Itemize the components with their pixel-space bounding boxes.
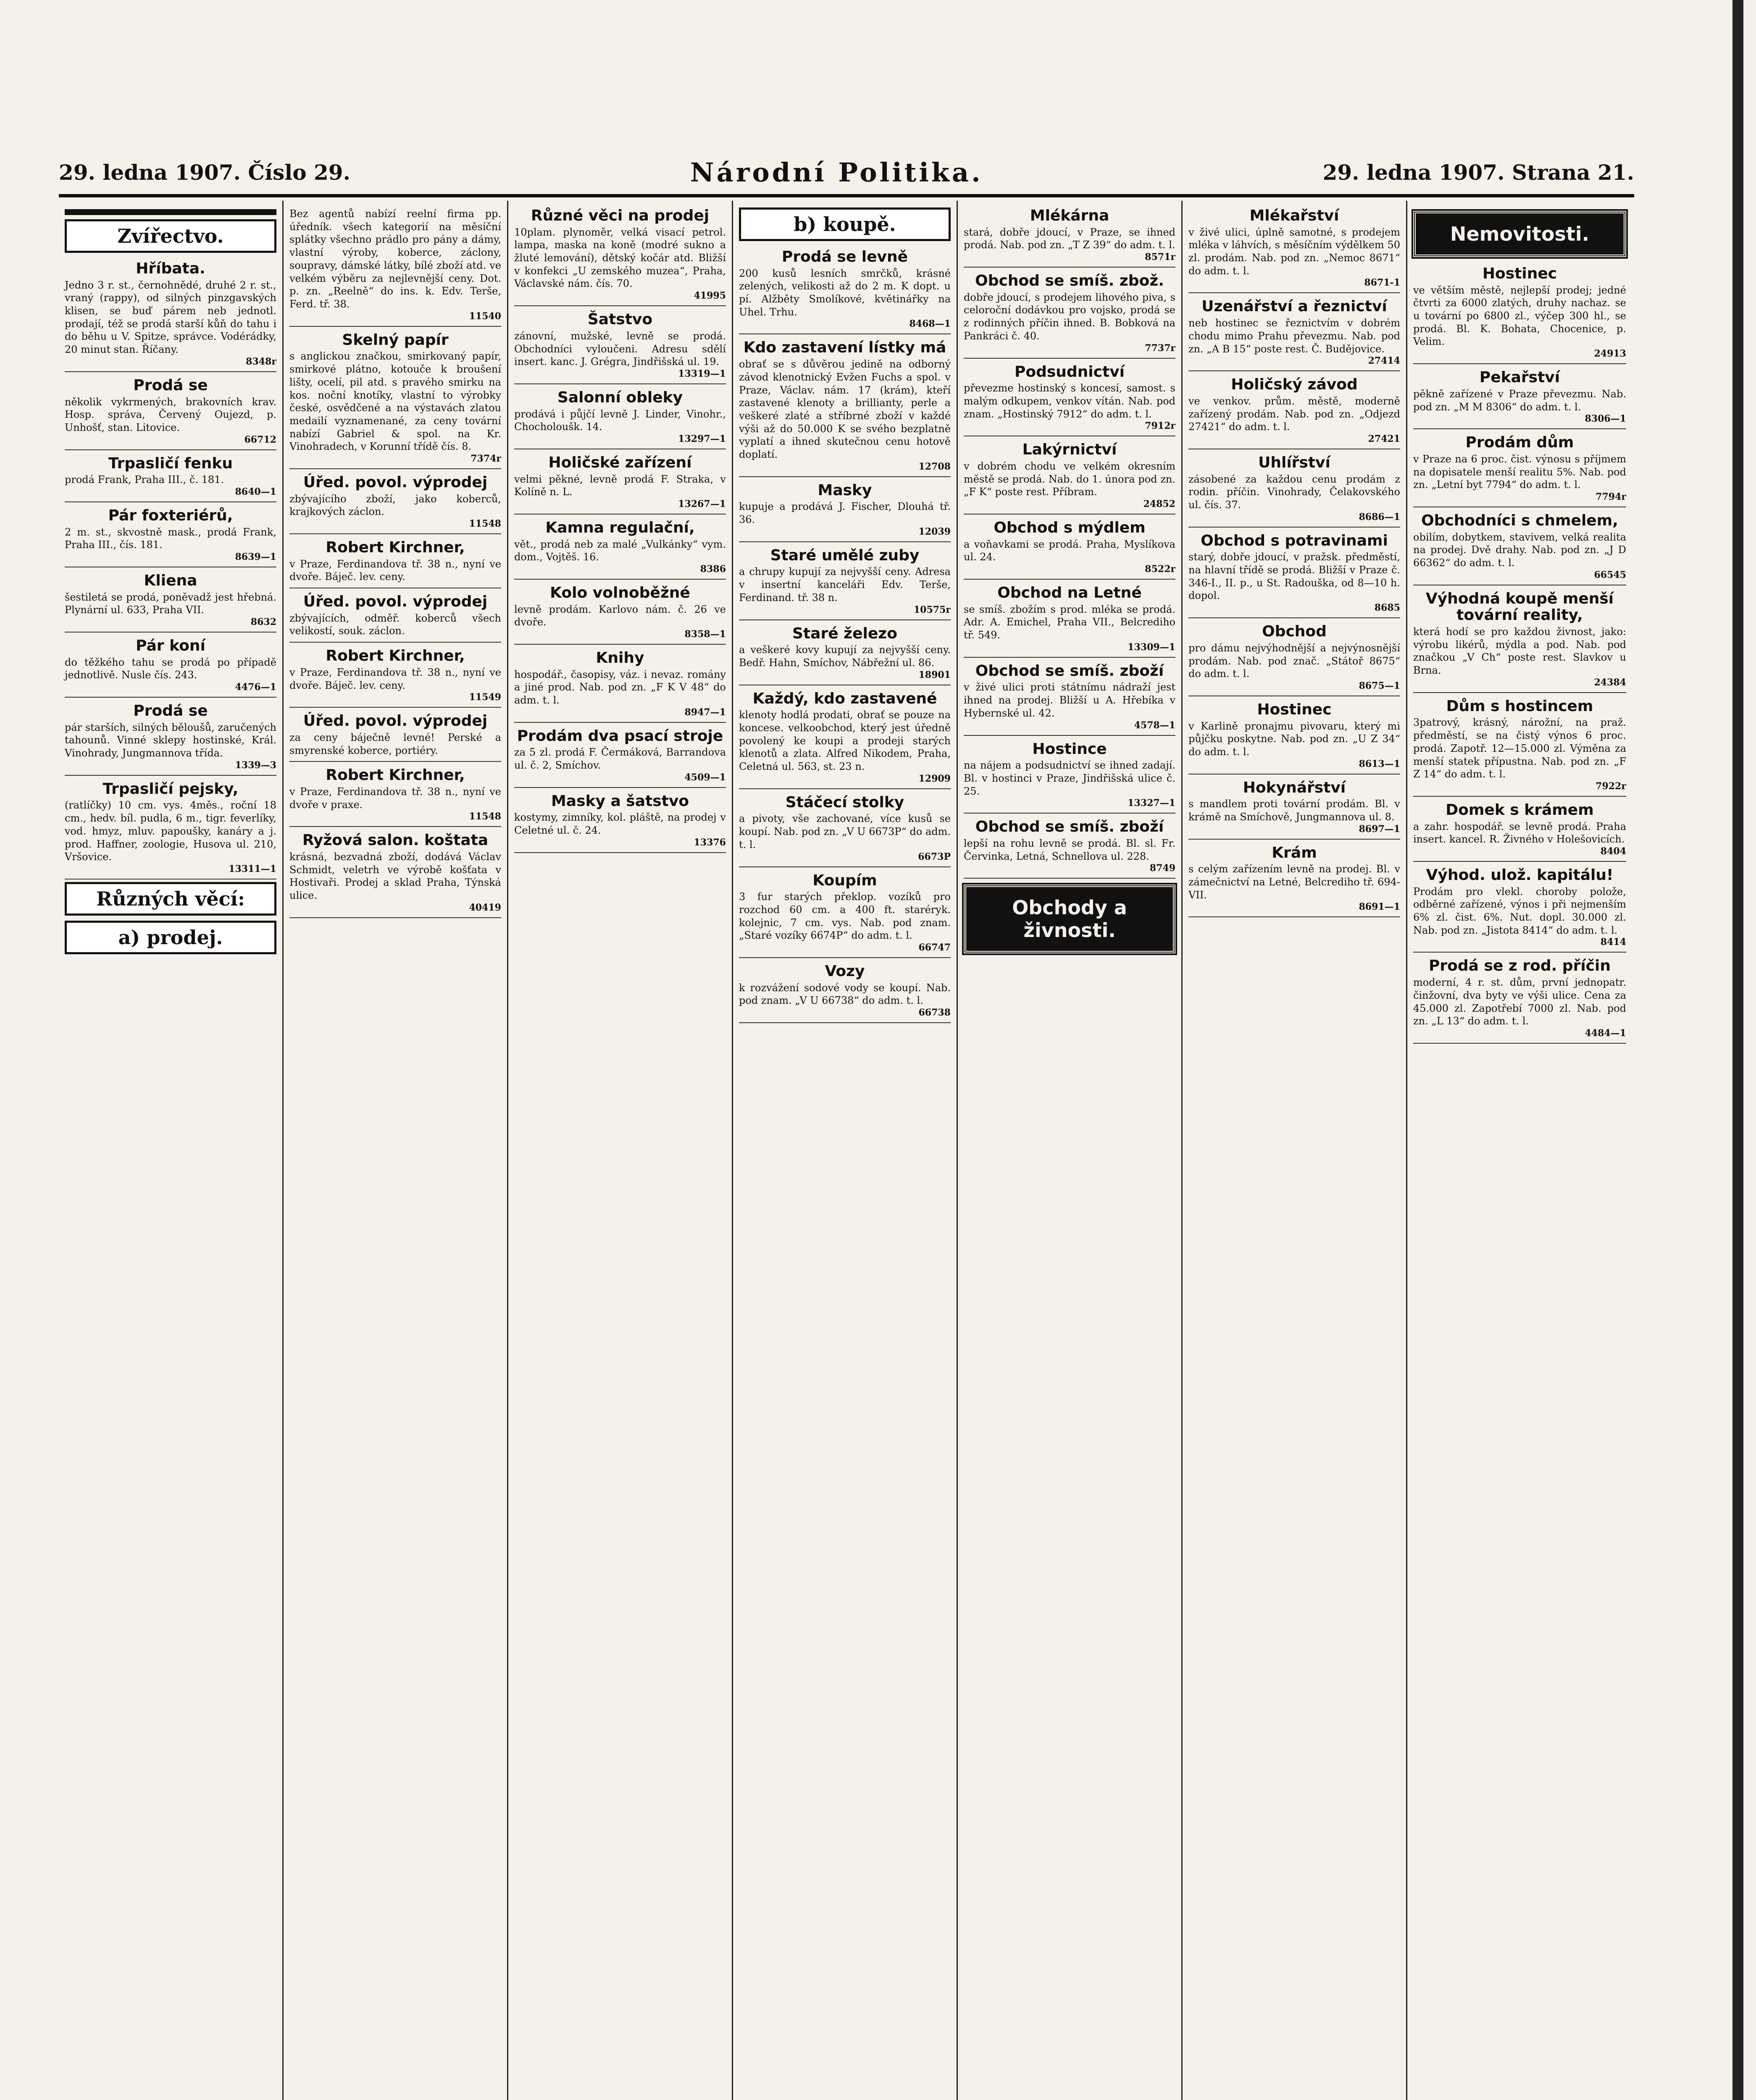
ad-text: v Praze, Ferdinandova tř. 38 n., nyní ve dvoře v praxe. (289, 785, 501, 811)
column-4 (733, 201, 958, 2100)
classified-ad (65, 453, 276, 502)
ad-text: zánovní, mužské, levně se prodá. Obchodníci vyloučeni. Adresu sdělí insert. kanc. J. Grégra, Jindřišská ul. 19. (514, 330, 726, 368)
classified-ad (514, 790, 726, 853)
ad-number: 11548 (469, 811, 501, 822)
classified-ad (65, 505, 276, 567)
ads-list (739, 246, 951, 1023)
classified-ad (289, 645, 501, 708)
ad-heading: Obchod na Letné (997, 584, 1142, 602)
ad-number: 13267—1 (678, 499, 726, 509)
classified-ad (1188, 621, 1400, 696)
ad-heading: Obchod se smíš. zbož. (975, 272, 1164, 290)
ad-heading: Robert Kirchner, (326, 766, 465, 784)
classified-ad (1413, 263, 1626, 364)
ad-heading: Obchod s mýdlem (994, 519, 1146, 536)
classified-ad (739, 870, 951, 958)
classified-ad (514, 517, 726, 580)
classified-ad (289, 710, 501, 762)
ad-number: 12909 (918, 773, 951, 784)
ad-heading: Holičské zařízení (548, 454, 692, 471)
ad-heading: Obchodníci s chmelem, (1421, 512, 1618, 529)
ad-number: 8632 (250, 617, 276, 628)
ad-number: 8691—1 (1359, 901, 1400, 913)
ad-number: 8675—1 (1359, 680, 1400, 691)
ad-number: 8404 (1600, 846, 1626, 857)
ad-text: zbývajícího zboží, jako koberců, krajkových záclon. (289, 493, 501, 518)
ad-heading: Uzenářství a řeznictví (1201, 298, 1387, 315)
ad-heading: Prodá se (133, 376, 208, 394)
ad-number: 8571r (1145, 252, 1175, 263)
ad-heading: Pekařství (1479, 369, 1560, 386)
ad-heading: Obchod se smíš. zboží (975, 662, 1164, 680)
classified-ad (739, 480, 951, 542)
ad-text: kostymy, zimníky, kol. pláště, na prodej v Celetné ul. č. 24. (514, 811, 726, 837)
ad-text: několik vykrmených, brakovních krav. Hosp. správa, Červený Oujezd, p. Unhošť, stan. Litovice. (65, 396, 276, 433)
issue-date-left: 29. ledna 1907. Číslo 29. (59, 160, 350, 185)
ad-text: (ratlíčky) 10 cm. vys. 4měs., roční 18 cm., hedv. bíl. pudla, 6 m., tigr. feverlíky, vod. hmyz, mluv. papoušky, kanáry a j. prod. Haffner, zoologie, Husova ul. 210, Vršovice. (65, 799, 276, 863)
ad-text: k rozvážení sodové vody se koupí. Nab. pod znam. „V U 66738“ do adm. t. l. (739, 982, 951, 1007)
ad-text: šestiletá se prodá, poněvadž jest hřebná. Plynární ul. 633, Praha VII. (65, 591, 276, 616)
ad-number: 4484—1 (1585, 1027, 1626, 1039)
column-6 (1183, 201, 1407, 2100)
ad-number: 8685 (1374, 602, 1400, 614)
ad-number: 4578—1 (1134, 719, 1175, 731)
ad-heading: Hříbata. (136, 260, 205, 277)
ad-heading: Koupím (812, 872, 877, 889)
ad-heading: Dům s hostincem (1446, 697, 1593, 715)
classified-ad (1188, 699, 1400, 774)
ad-number: 27414 (1368, 355, 1400, 367)
nemovitosti-banner: Nemovitosti. (1413, 211, 1626, 257)
classified-ad (289, 830, 501, 918)
ad-text: se smíš. zbožím s prod. mléka se prodá. Adr. A. Emichel, Praha VII., Belcrediho tř. 549. (964, 603, 1175, 641)
ad-heading: Ryžová salon. koštata (302, 832, 489, 849)
ad-number: 8697—1 (1359, 823, 1400, 835)
classified-ad (1413, 696, 1626, 797)
classified-ad (1188, 205, 1400, 293)
classified-ad (514, 205, 726, 306)
classified-ad (514, 582, 726, 645)
classified-ad (1413, 955, 1626, 1043)
ad-number: 8639—1 (235, 551, 276, 562)
ad-text: neb hostinec se řeznictvím v dobrém chodu mimo Prahu převezmu. Nab. pod zn. „A B 15“ poste rest. Č. Budějovice. (1188, 317, 1400, 355)
ad-heading: Obchod se smíš. zboží (975, 818, 1164, 836)
ad-heading: Staré umělé zuby (770, 546, 920, 564)
ad-text: zásobené za každou cenu prodám z rodin. příčin. Vinohrady, Čelakovského ul. čís. 37. (1188, 473, 1400, 511)
ad-heading: Podsudnictví (1014, 363, 1125, 381)
classified-ad (1188, 374, 1400, 449)
ad-number: 27421 (1368, 433, 1400, 444)
ad-text: stará, dobře jdoucí, v Praze, se ihned prodá. Nab. pod zn. „T Z 39“ do adm. t. l. (964, 226, 1175, 251)
obchody-banner: Obchody a živnosti. (964, 885, 1175, 953)
ad-number: 13311—1 (229, 864, 276, 874)
classified-ad (289, 537, 501, 588)
ad-heading: Pár koní (136, 637, 205, 655)
ad-heading: Každý, kdo zastavené (752, 690, 937, 707)
ad-text: 200 kusů lesních smrčků, krásné zelených, velikosti až do 2 m. K dopt. u pí. Alžběty Smolíkové, květinářky na Uhel. Trhu. (739, 267, 951, 318)
classified-ad (1188, 842, 1400, 918)
ad-number: 66747 (918, 942, 951, 953)
ad-text: ve venkov. prům. městě, moderně zařízený prodám. Nab. pod zn. „Odjezd 27421“ do adm. t. l. (1188, 395, 1400, 433)
ad-number: 1339—3 (235, 759, 276, 771)
ad-heading: Hokynářství (1243, 779, 1346, 796)
ad-heading: Uhlířství (1258, 454, 1330, 471)
ad-text: Prodám pro vlekl. choroby polože, odběrné zařízené, výnos i při nejmenším 6% zl. čist. 6%. Nut. dopl. 30.000 zl. Nab. pod zn. „Jistota 8414“ do adm. t. l. (1413, 885, 1626, 936)
classified-ad (739, 337, 951, 477)
ad-number: 13319—1 (678, 368, 726, 379)
ad-text: lepší na rohu levně se prodá. Bl. sl. Fr. Červinka, Letná, Schnellova ul. 228. (964, 837, 1175, 862)
classified-ad (1188, 530, 1400, 618)
ad-text: obrať se s důvěrou jedině na odborný závod klenotnický Evžen Fuchs a spol. v Praze, Václav. nám. 17 (krám), kteří zastavené klenoty a brillianty, perle a veškeré zlaté a stříbrné zboží v každé výši až do 50.000 K se svého bezplatně vyplatí a ihned skutečnou cenu hotově doplatí. (739, 358, 951, 461)
ad-heading: Knihy (596, 649, 644, 667)
ad-number: 8613—1 (1359, 758, 1400, 769)
ad-text: prodává i půjčí levně J. Linder, Vinohr., Chocholoušk. 14. (514, 408, 726, 433)
ad-text: pro dámu nejvýhodnější a nejvýnosnější prodám. Nab. pod znač. „Státoř 8675“ do adm. t. l. (1188, 642, 1400, 680)
ad-text: levně prodám. Karlovo nám. č. 26 ve dvoře. (514, 603, 726, 628)
ad-text: velmi pěkné, levně prodá F. Straka, v Kolíně n. L. (514, 473, 726, 498)
ad-text: kupuje a prodává J. Fischer, Dlouhá tř. 36. (739, 501, 951, 526)
ad-text: dobře jdoucí, s prodejem lihového piva, s celoroční dodávkou pro vojsko, prodá se z rodinných příčin ihned. B. Bobková na Pankráci č. 40. (964, 291, 1175, 342)
ad-heading: Kolo volnoběžné (550, 584, 690, 602)
ad-heading: Prodám dva psací stroje (517, 727, 723, 745)
ad-text: krásná, bezvadná zboží, dodává Václav Schmidt, veletrh ve výrobě košťata v Hostivaři. Prodej a sklad Praha, Týnská ulice. (289, 850, 501, 902)
ad-text: a voňavkami se prodá. Praha, Myslíkova ul. 24. (964, 538, 1175, 563)
ad-number: 8640—1 (235, 486, 276, 497)
classified-ad (964, 816, 1175, 879)
classified-ad (1413, 510, 1626, 585)
ad-text: starý, dobře jdoucí, v pražsk. předměstí, na hlavní třídě se prodá. Bližší v Praze č. 346-I., II. p., u St. Radouška, od 8—10 h. dopol. (1188, 551, 1400, 602)
ad-heading: Robert Kirchner, (326, 647, 465, 665)
ad-text: na nájem a podsudnictví se ihned zadají. Bl. v hostinci v Praze, Jindřišská ulice č. 25. (964, 759, 1175, 797)
ad-number: 18901 (918, 669, 951, 680)
section-bar (65, 209, 276, 215)
page-header (59, 151, 1634, 193)
ads-list (65, 258, 276, 879)
classified-ad (1188, 296, 1400, 371)
ad-text: hospodář., časopisy, váz. i nevaz. romány a jiné prod. Nab. pod zn. „F K V 48“ do adm. t. l. (514, 668, 726, 706)
ad-heading: Skelný papír (342, 331, 449, 349)
ad-text: a zahr. hospodář. se levně prodá. Praha insert. kancel. R. Živného v Holešovicích. (1413, 820, 1626, 845)
ad-text: převezme hostinský s koncesí, samost. s malým odkupem, venkov vítán. Nab. pod znam. „Hostinský 7912“ do adm. t. l. (964, 382, 1175, 420)
ad-heading: Krám (1272, 844, 1317, 861)
ads-list (1413, 263, 1626, 1044)
ad-heading: Vozy (825, 963, 865, 980)
ad-text: za ceny báječně levné! Perské a smyrenské koberce, portiéry. (289, 731, 501, 756)
ad-heading: Výhodná koupě menší tovární reality, (1425, 590, 1614, 624)
ad-heading: Robert Kirchner, (326, 539, 465, 556)
ads-list (964, 205, 1175, 879)
ad-heading: Masky a šatstvo (551, 792, 689, 810)
ad-number: 8358—1 (684, 629, 726, 640)
classified-ad (514, 452, 726, 514)
classified-ad (739, 961, 951, 1023)
classified-ad (514, 309, 726, 384)
ad-text: do těžkého tahu se prodá po případě jednotlivě. Nusle čís. 243. (65, 656, 276, 681)
ad-heading: Trpasličí fenku (108, 454, 233, 472)
ad-heading: Stáčecí stolky (785, 793, 904, 811)
ad-number: 13376 (694, 837, 726, 848)
ad-heading: Úřed. povol. výprodej (303, 712, 488, 730)
ad-heading: Domek s krámem (1446, 801, 1594, 819)
classified-ad (289, 205, 501, 327)
masthead-title: Národní Politika. (690, 157, 983, 188)
ad-heading: Prodá se z rod. příčin (1429, 957, 1611, 975)
ad-text: v Praze, Ferdinandova tř. 38 n., nyní ve dvoře. Báječ. lev. ceny. (289, 666, 501, 691)
classified-ad (1413, 799, 1626, 862)
ad-heading: Mlékárna (1030, 207, 1109, 224)
ad-number: 40419 (469, 902, 501, 913)
ads-list (289, 205, 501, 918)
ad-number: 4476—1 (235, 682, 276, 693)
ad-number: 7922r (1596, 780, 1626, 792)
ad-text: zbývajících, odměř. koberců všech velikostí, souk. záclon. (289, 612, 501, 637)
ad-number: 24913 (1594, 348, 1626, 360)
classified-ad (964, 517, 1175, 580)
ad-number: 13297—1 (678, 433, 726, 444)
classified-ad (964, 660, 1175, 736)
classified-ad (1188, 777, 1400, 840)
ad-text: a chrupy kupují za nejvyšší ceny. Adresa v insertní kanceláři Edv. Terše, Ferdinand. tř. 38 n. (739, 566, 951, 604)
classified-columns (59, 201, 1634, 2100)
ad-text: vět., prodá neb za malé „Vulkánky“ vym. dom., Vojtěš. 16. (514, 538, 726, 563)
ad-heading: Obchod (1262, 623, 1327, 640)
ad-text: 3patrový, krásný, nárožní, na praž. předměstí, se na čistý výnos 6 proc. prodá. Zapotř. 12—15.000 zl. Výměna za menší statek přípustna. Nab. pod zn. „F Z 14“ do adm. t. l. (1413, 717, 1626, 780)
ad-number: 13309—1 (1128, 641, 1175, 653)
classified-ad (65, 778, 276, 879)
classified-ad (964, 582, 1175, 658)
classified-ad (289, 472, 501, 534)
ad-text: v Karlině pronajmu pivovaru, který mi půjčku poskytne. Nab. pod zn. „U Z 34“ do adm. t. l. (1188, 720, 1400, 758)
ad-text: s mandlem proti tovární prodám. Bl. v krámě na Smíchově, Jungmannova ul. 8. (1188, 798, 1400, 823)
ad-heading: Výhod. ulož. kapitálu! (1426, 866, 1614, 884)
ad-number: 8749 (1149, 863, 1175, 874)
issue-date-right: 29. ledna 1907. Strana 21. (1322, 160, 1634, 185)
ad-heading: Prodá se (133, 702, 208, 720)
ad-number: 7794r (1596, 491, 1626, 502)
ad-text: 2 m. st., skvostně mask., prodá Frank, Praha III., čís. 181. (65, 526, 276, 551)
classified-ad (514, 387, 726, 449)
ad-heading: Prodám dům (1465, 434, 1574, 452)
ad-text: v živé ulici proti státnímu nádraží jest ihned na prodej. Bližší u A. Hřebíka v Hybernské ul. 42. (964, 681, 1175, 719)
ad-number: 8386 (700, 564, 726, 575)
ad-number: 12039 (918, 526, 951, 537)
ad-number: 7737r (1145, 342, 1175, 354)
section-heading-prodej: a) prodej. (65, 921, 276, 954)
ad-text: klenoty hodlá prodati, obrať se pouze na koncese. velkoobchod, který jest úředně povolený ke koupi a prodeji starých klenotů a zlata. Alfred Nikodem, Praha, Celetná ul. 563, st. 23 n. (739, 709, 951, 773)
ad-number: 12708 (918, 461, 951, 472)
classified-ad (739, 246, 951, 334)
ad-heading: Hostince (1032, 740, 1107, 758)
scan-edge (1732, 0, 1743, 2100)
classified-ad (964, 361, 1175, 437)
classified-ad (65, 635, 276, 698)
ad-heading: Lakýrnictví (1022, 441, 1117, 459)
ad-text: 10plam. plynoměr, velká visací petrol. lampa, maska na koně (modré sukno a žluté lemování), dětský kočár atd. Bližší v konfekci „U zemského muzea“, Praha, Václavské nám. čís. 70. (514, 226, 726, 290)
ad-heading: Masky (818, 481, 872, 499)
classified-ad (739, 545, 951, 620)
ad-number: 7374r (471, 453, 501, 465)
ad-number: 8671-1 (1364, 277, 1400, 289)
ad-heading: Mlékařství (1249, 207, 1339, 224)
section-heading-ruzne: Různých věcí: (65, 882, 276, 916)
ad-number: 8348r (246, 356, 276, 367)
ad-text: v Praze, Ferdinandova tř. 38 n., nyní ve dvoře. Báječ. lev. ceny. (289, 558, 501, 583)
classified-ad (1413, 864, 1626, 953)
ad-number: 11540 (469, 310, 501, 322)
ad-number: 41995 (694, 290, 726, 302)
ad-heading: Hostinec (1482, 265, 1557, 282)
ad-heading: Různé věci na prodej (531, 207, 710, 224)
ads-list (514, 205, 726, 853)
column-1 (59, 201, 284, 2100)
ad-number: 11549 (469, 692, 501, 703)
ad-text: prodá Frank, Praha III., č. 181. (65, 474, 224, 486)
ad-number: 24384 (1594, 677, 1626, 688)
column-2 (284, 201, 508, 2100)
ad-text: a pivoty, vše zachované, více kusů se koupí. Nab. pod zn. „V U 6673P“ do adm. t. l. (739, 813, 951, 850)
ad-text: s celým zařízením levně na prodej. Bl. v zámečnictví na Letné, Belcrediho tř. 694-VII. (1188, 863, 1400, 901)
ad-number: 8414 (1600, 937, 1626, 948)
ad-number: 8947—1 (684, 706, 726, 718)
ad-number: 6673P (918, 851, 951, 862)
ad-text: pěkně zařízené v Praze převezmu. Nab. pod zn. „M M 8306“ do adm. t. l. (1413, 388, 1626, 413)
ad-text: v Praze na 6 proc. čist. výnosu s příjmem na dopisatele menší realitu 5%. Nab. pod zn. „Letní byt 7794“ do adm. t. l. (1413, 453, 1626, 491)
ads-list (1188, 205, 1400, 917)
ad-number: 8686—1 (1359, 511, 1400, 522)
ad-heading: Staré železo (792, 625, 897, 642)
classified-ad (964, 738, 1175, 814)
classified-ad (289, 764, 501, 827)
column-5 (958, 201, 1183, 2100)
ad-heading: Hostinec (1257, 701, 1332, 718)
ad-number: 8306—1 (1585, 413, 1626, 425)
classified-ad (739, 688, 951, 789)
ad-heading: Holičský závod (1231, 376, 1358, 394)
ad-text: pár starších, silných běloušů, zaručených tahounů. Vinné sklepy hostinské, Král. Vinohrady, Jungmannova třída. (65, 721, 276, 759)
section-heading-zvirectvo: Zvířectvo. (65, 219, 276, 253)
column-3 (508, 201, 733, 2100)
ad-number: 4509—1 (684, 772, 726, 783)
classified-ad (65, 258, 276, 372)
ad-heading: Salonní obleky (557, 388, 683, 406)
ad-text: která hodí se pro každou živnost, jako: výrobu likérů, mýdla a pod. Nab. pod značkou „V Ch“ poste rest. Slavkov u Brna. (1413, 625, 1626, 677)
ad-number: 8522r (1145, 564, 1175, 575)
ad-number: 10575r (913, 604, 951, 615)
ad-number: 8468—1 (909, 318, 951, 330)
ad-heading: Trpasličí pejsky, (103, 780, 239, 798)
classified-ad (289, 329, 501, 469)
classified-ad (514, 647, 726, 723)
ad-number: 66712 (244, 434, 276, 445)
ad-number: 24852 (1143, 499, 1175, 509)
classified-ad (739, 623, 951, 685)
ad-text: Jedno 3 r. st., černohnědé, druhé 2 r. st., vraný (rappy), od silných pinzgavských klisen, se buď párem neb jednotl. prodají, též se prodá starší kůň do tahu i do běhu u V. Spitze, správce. Vodérádky, 20 minut stan. Říčany. (65, 279, 276, 356)
ad-number: 7912r (1145, 420, 1175, 432)
ad-text: s anglickou značkou, smirkovaný papír, smirkové plátno, kotouče k broušení lišty, ocelí, pil atd. s pravého smirku na kos. noční knotíky, vlastní to výrobky české, osvědčené a na výstavách zlatou medailí vyznamenané, za ceny tovární nabízí Gabriel & spol. na Kr. Vinohradech, v Korunní třídě čís. 8. (289, 350, 501, 453)
ad-number: 11548 (469, 518, 501, 530)
classified-ad (1413, 367, 1626, 429)
ad-heading: Kliena (144, 572, 197, 589)
classified-ad (964, 270, 1175, 358)
ad-heading: Šatstvo (587, 311, 653, 328)
ad-heading: Kamna regulační, (545, 519, 695, 536)
ad-number: 66738 (918, 1007, 951, 1018)
column-7 (1407, 201, 1632, 2100)
classified-ad (289, 591, 501, 643)
ad-heading: Kdo zastavení lístky má (743, 339, 946, 357)
ad-text: 3 fur starých překlop. vozíků pro rozchod 60 cm. a 400 ft. staréryk. kolejnic, 7 cm. vys. Nab. pod znam. „Staré vozíky 6674P“ do adm. t. l. (739, 891, 951, 942)
ad-text: za 5 zl. prodá F. Čermáková, Barrandova ul. č. 2, Smíchov. (514, 746, 726, 772)
classified-ad (964, 205, 1175, 268)
ad-number: 66545 (1594, 569, 1626, 580)
ad-number: 13327—1 (1128, 798, 1175, 809)
classified-ad (1188, 452, 1400, 528)
classified-ad (65, 570, 276, 633)
classified-ad (1413, 432, 1626, 507)
ad-heading: Úřed. povol. výprodej (303, 474, 488, 491)
section-heading-koupe: b) koupě. (739, 207, 951, 241)
classified-ad (65, 700, 276, 776)
ad-heading: Úřed. povol. výprodej (303, 593, 488, 611)
ad-heading: Pár foxteriérů, (108, 507, 233, 524)
ad-text: a veškeré kovy kupují za nejvyšší ceny. Bedř. Hahn, Smíchov, Nábřežní ul. 86. (739, 644, 951, 669)
ad-text: v dobrém chodu ve velkém okresním městě se prodá. Nab. do 1. února pod zn. „F K“ poste rest. Příbram. (964, 460, 1175, 498)
ad-text: moderní, 4 r. st. dům, první jednopatr. činžovní, dva byty ve výši ulice. Cena za 45.000 zl. Zapotřebí 7000 zl. Nab. pod zn. „L 13“ do adm. t. l. (1413, 976, 1626, 1027)
classified-ad (739, 792, 951, 867)
ad-heading: Obchod s potravinami (1201, 532, 1388, 549)
ad-text: obilím, dobytkem, stavivem, velká realita na prodej. Dvě drahy. Nab. pod zn. „J D 66362“ do adm. t. l. (1413, 531, 1626, 569)
ad-text: Bez agentů nabízí reelní firma pp. úředník. všech kategorií na měsíční splátky všechno prádlo pro pány a dámy, vlastní výroby, koberce, záclony, soupravy, dámské látky, bílé zboží atd. ve velkém výběru za nejlevnější ceny. Dot. p. zn. „Reelně“ do ins. k. Edv. Terše, Ferd. tř. 38. (289, 208, 501, 310)
classified-ad (514, 725, 726, 788)
ad-text: ve větším městě, nejlepší prodej; jedné čtvrti za 6000 zlatých, druhy nachaz. se u tovární po 6800 zl., výčep 300 hl., se prodá. Bl. K. Bohata, Chocenice, p. Velim. (1413, 284, 1626, 348)
header-rule (59, 194, 1634, 197)
ad-heading: Prodá se levně (781, 248, 908, 265)
classified-ad (964, 439, 1175, 514)
classified-ad (65, 375, 276, 450)
ad-text: v živé ulici, úplně samotné, s prodejem mléka v láhvích, s měsíčním výdělkem 50 zl. prodám. Nab. pod zn. „Nemoc 8671“ do adm. t. l. (1188, 226, 1400, 277)
classified-ad (1413, 588, 1626, 693)
